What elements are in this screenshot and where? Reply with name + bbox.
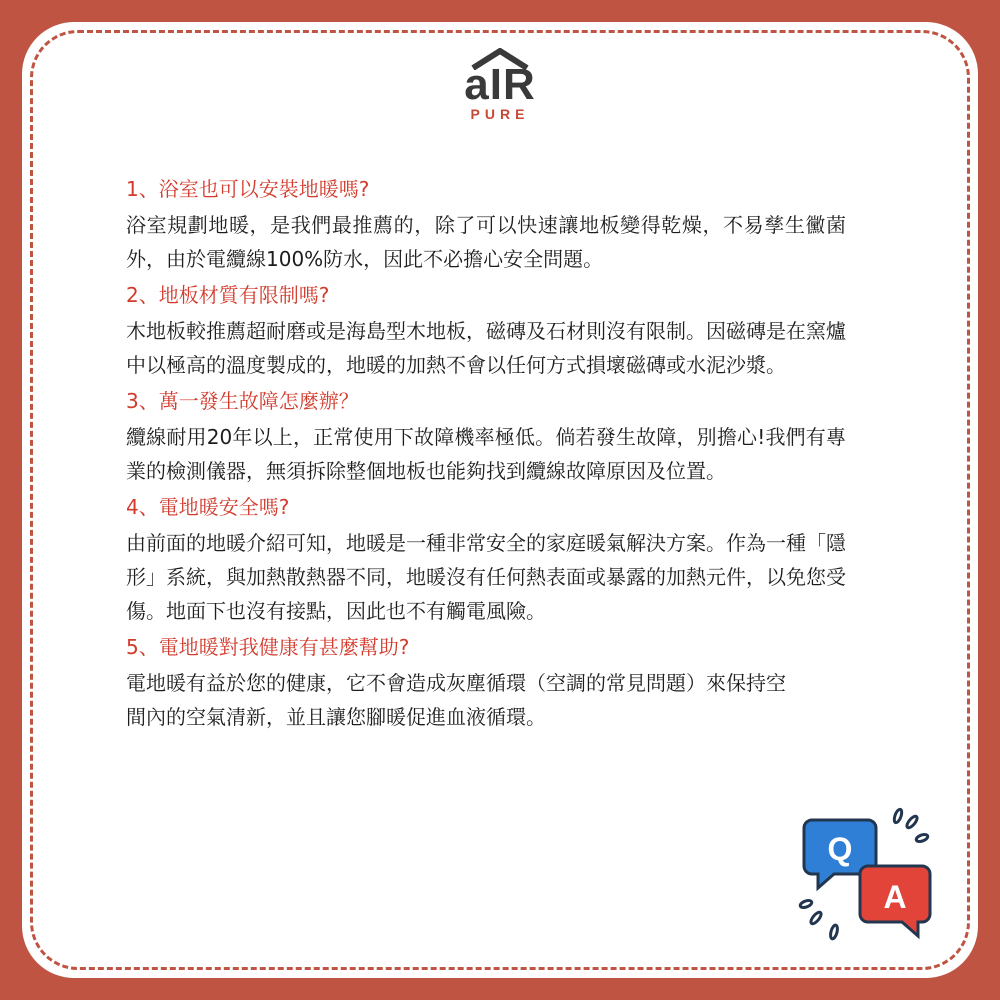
a-bubble-icon — [860, 866, 930, 936]
logo-tagline: PURE — [470, 106, 530, 122]
a-letter: A — [883, 879, 907, 915]
faq-list — [126, 170, 846, 734]
faq-question-2: 2、地板材質有限制嗎? — [126, 283, 330, 307]
faq-answer-1: 浴室規劃地暖，是我們最推薦的，除了可以快速讓地板變得乾燥，不易孳生黴菌外，由於電纜線100%防水，因此不必擔心安全問題。 — [126, 213, 846, 271]
faq-question-4: 4、電地暖安全嗎? — [126, 495, 290, 519]
faq-answer-4: 由前面的地暖介紹可知，地暖是一種非常安全的家庭暖氣解決方案。作為一種「隱形」系統，與加熱散熱器不同，地暖沒有任何熱表面或暴露的加熱元件，以免您受傷。地面下也沒有接點，因此也不有觸電風險。 — [126, 531, 846, 623]
faq-question-3: 3、萬一發生故障怎麼辦？ — [126, 389, 359, 413]
q-letter: Q — [827, 831, 853, 867]
qa-chat-icon — [790, 800, 950, 950]
logo-wordmark: aIR — [464, 60, 536, 109]
brand-logo — [440, 48, 560, 158]
faq-question-1: 1、浴室也可以安裝地暖嗎? — [126, 177, 370, 201]
faq-question-5: 5、電地暖對我健康有甚麼幫助? — [126, 635, 410, 659]
faq-answer-3: 纜線耐用20年以上，正常使用下故障機率極低。倘若發生故障，別擔心!我們有專業的檢測儀器，無須拆除整個地板也能夠找到纜線故障原因及位置。 — [126, 425, 846, 483]
faq-answer-2: 木地板較推薦超耐磨或是海島型木地板，磁磚及石材則沒有限制。因磁磚是在窯爐中以極高的溫度製成的，地暖的加熱不會以任何方式損壞磁磚或水泥沙漿。 — [126, 319, 846, 377]
faq-answer-5: 電地暖有益於您的健康，它不會造成灰塵循環（空調的常見問題）來保持空間內的空氣清新，並且讓您腳暖促進血液循環。 — [126, 671, 786, 729]
